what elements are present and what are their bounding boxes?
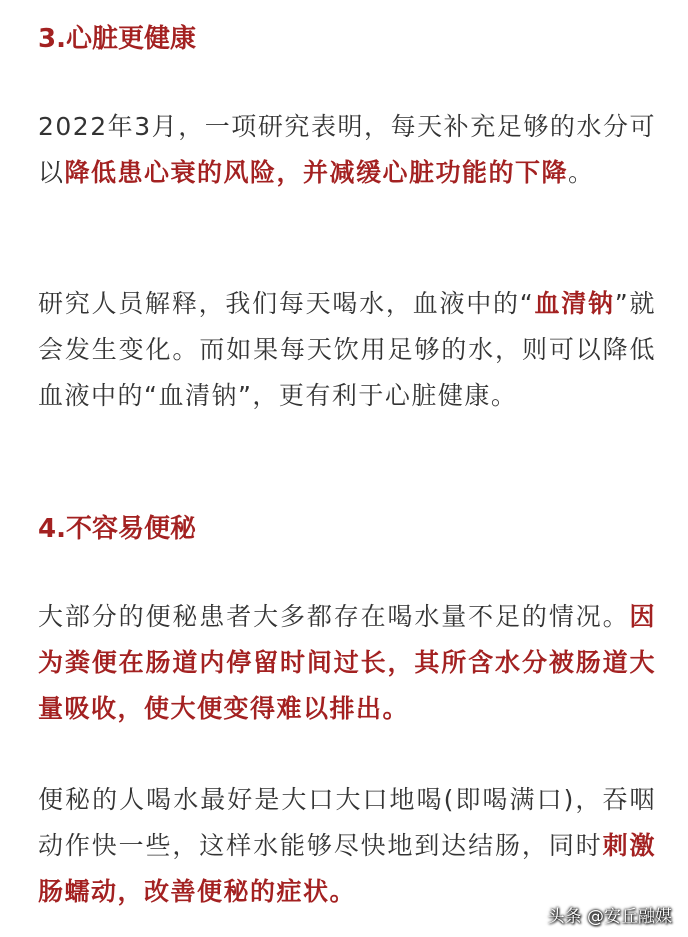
paragraph-text: 大部分的便秘患者大多都存在喝水量不足的情况。 xyxy=(38,602,630,631)
watermark: 头条 @安丘融媒 xyxy=(547,907,672,927)
highlighted-text: 降低患心衰的风险，并减缓心脏功能的下降 xyxy=(64,158,569,187)
paragraph-serum-sodium xyxy=(38,281,656,419)
paragraph-text: 。 xyxy=(568,158,595,187)
paragraph-text: 研究人员解释，我们每天喝水，血液中的“ xyxy=(38,289,535,318)
highlighted-text: 因为粪便在肠道内停留时间过长，其所含水分被肠道大量吸收，使大便变得难以排出。 xyxy=(38,602,656,723)
section-heading-constipation: 4.不容易便秘 xyxy=(38,514,196,544)
paragraph-heart-study xyxy=(38,104,656,196)
highlighted-text: 血清钠 xyxy=(534,289,615,318)
paragraph-text: 便秘的人喝水最好是大口大口地喝(即喝满口)，吞咽动作快一些，这样水能够尽快地到达结肠，同时 xyxy=(38,785,656,860)
paragraph-constipation-cause xyxy=(38,594,656,732)
paragraph-text: ”就会发生变化。而如果每天饮用足够的水，则可以降低血液中的“血清钠”，更有利于心脏健康。 xyxy=(38,289,656,410)
paragraph-text: 2022年3月，一项研究表明，每天补充足够的水分可以 xyxy=(38,112,656,187)
section-heading-heart: 3.心脏更健康 xyxy=(38,24,196,54)
paragraph-drinking-advice xyxy=(38,777,656,915)
highlighted-text: 刺激肠蠕动，改善便秘的症状。 xyxy=(38,831,656,906)
